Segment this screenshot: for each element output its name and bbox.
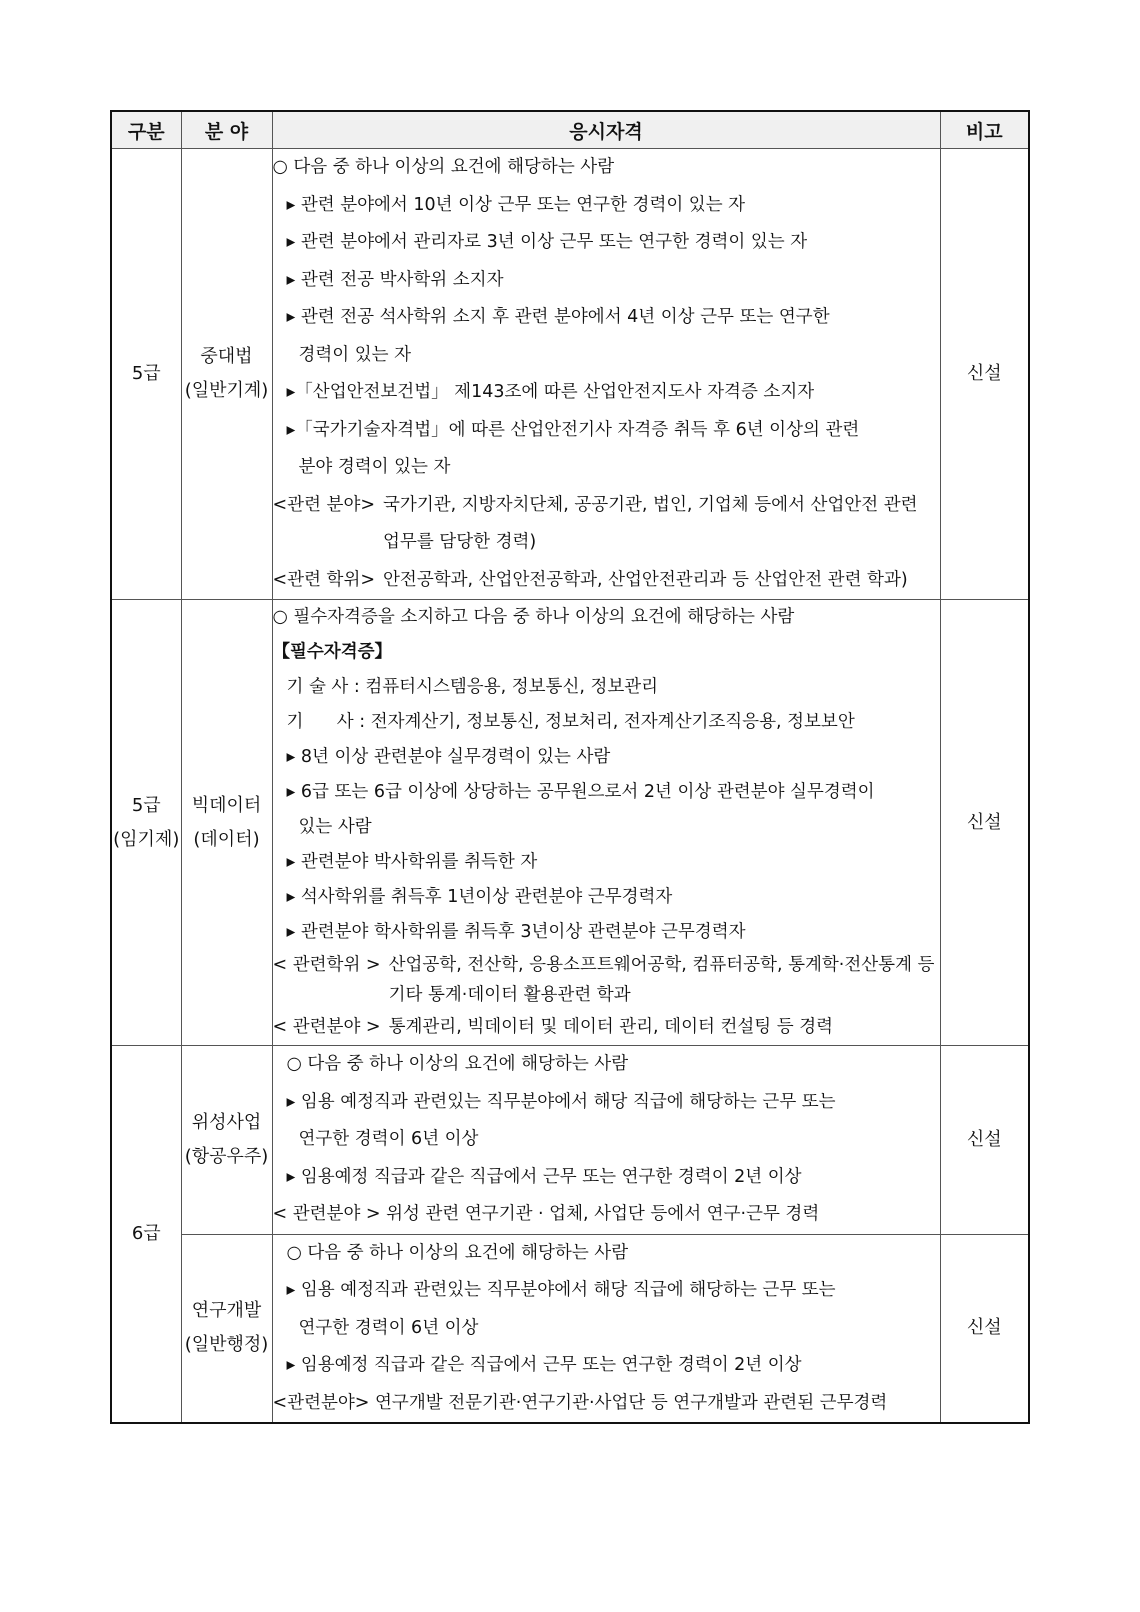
- header-note: 비고: [940, 111, 1029, 149]
- requirement-intro: ○ 다음 중 하나 이상의 요건에 해당하는 사람: [286, 1054, 629, 1074]
- requirement-intro: ○ 다음 중 하나 이상의 요건에 해당하는 사람: [286, 1242, 629, 1263]
- note-cell: 신설: [940, 149, 1029, 600]
- note-cell: 신설: [940, 600, 1029, 1046]
- related-field: < 관련분야 > 위성 관련 연구기관 · 업체, 사업단 등에서 연구·근무 경력: [272, 1204, 820, 1224]
- field-category: (일반행정): [184, 1334, 269, 1356]
- requirement-item: ▸「산업안전보건법」 제143조에 따른 산업안전지도사 자격증 소지자: [286, 382, 815, 402]
- header-qualification: 응시자격: [272, 111, 940, 149]
- qualification-cell: [272, 1234, 940, 1423]
- requirement-item: ▸ 석사학위를 취득후 1년이상 관련분야 근무경력자: [286, 887, 673, 907]
- field-name: 위성사업: [191, 1111, 262, 1133]
- qualification-table: [110, 110, 1030, 1424]
- related-field-label: < 관련분야 >: [272, 1017, 381, 1037]
- table-row: [111, 1046, 1029, 1235]
- header-grade: 구분: [111, 111, 181, 149]
- table-row: [111, 1234, 1029, 1423]
- cert-line: 기 사 : 전자계산기, 정보통신, 정보처리, 전자계산기조직응용, 정보보안: [286, 712, 855, 732]
- field-name: 빅데이터: [191, 794, 262, 816]
- qualification-cell: [272, 149, 940, 600]
- header-row: [111, 111, 1029, 149]
- requirement-item: ▸ 관련 전공 석사학위 소지 후 관련 분야에서 4년 이상 근무 또는 연구한: [286, 307, 830, 327]
- requirement-item: ▸ 관련분야 박사학위를 취득한 자: [286, 852, 538, 872]
- requirement-item: ▸ 관련분야 학사학위를 취득후 3년이상 관련분야 근무경력자: [286, 922, 746, 942]
- qualification-cell: [272, 1046, 940, 1235]
- requirement-item: ▸ 관련 전공 박사학위 소지자: [286, 269, 504, 290]
- related-degree: [273, 562, 940, 600]
- related-field-text: 국가기관, 지방자치단체, 공공기관, 법인, 기업체 등에서 산업안전 관련 업무를 담당한 경력): [383, 494, 918, 552]
- header-field: 분 야: [181, 111, 272, 149]
- note-cell: 신설: [940, 1046, 1029, 1235]
- cert-line: 기 술 사 : 컴퓨터시스템응용, 정보통신, 정보관리: [286, 677, 659, 697]
- related-degree-label: <관련 학위>: [272, 569, 376, 590]
- related-field-text: 통계관리, 빅데이터 및 데이터 관리, 데이터 컨설팅 등 경력: [388, 1017, 834, 1037]
- qualification-cell: [272, 600, 940, 1046]
- field-name: 중대법: [200, 346, 253, 367]
- field-category: (데이터): [193, 828, 260, 850]
- table-row: [111, 149, 1029, 600]
- requirement-item: ▸「국가기술자격법」에 따른 산업안전기사 자격증 취득 후 6년 이상의 관련: [286, 419, 860, 440]
- related-field: [273, 1010, 940, 1045]
- requirement-intro: ○ 필수자격증을 소지하고 다음 중 하나 이상의 요건에 해당하는 사람: [272, 607, 795, 627]
- field-cell: [181, 1234, 272, 1423]
- related-degree-text: 안전공학과, 산업안전공학과, 산업안전관리과 등 산업안전 관련 학과): [383, 569, 908, 590]
- requirement-item: ▸ 임용 예정직과 관련있는 직무분야에서 해당 직급에 해당하는 근무 또는: [286, 1091, 836, 1112]
- field-name: 연구개발: [191, 1300, 262, 1322]
- cert-heading: 【필수자격증】: [272, 642, 393, 662]
- related-degree: [273, 950, 940, 1010]
- field-category: (항공우주): [184, 1145, 269, 1167]
- grade-cell: 5급: [111, 149, 181, 600]
- requirement-intro: ○ 다음 중 하나 이상의 요건에 해당하는 사람: [272, 157, 615, 177]
- related-degree-text: 산업공학, 전산학, 응용소프트웨어공학, 컴퓨터공학, 통계학·전산통계 등 기타 통계·데이터 활용관련 학과: [388, 955, 935, 1005]
- requirement-item: ▸ 6급 또는 6급 이상에 상당하는 공무원으로서 2년 이상 관련분야 실무경력이: [286, 782, 875, 802]
- requirement-item: ▸ 임용예정 직급과 같은 직급에서 근무 또는 연구한 경력이 2년 이상: [286, 1355, 802, 1375]
- related-field-label: <관련 분야>: [272, 494, 376, 515]
- field-cell: [181, 1046, 272, 1235]
- requirement-item: ▸ 임용 예정직과 관련있는 직무분야에서 해당 직급에 해당하는 근무 또는: [286, 1280, 836, 1300]
- requirement-item: ▸ 관련 분야에서 10년 이상 근무 또는 연구한 경력이 있는 자: [286, 194, 746, 215]
- field-category: (일반기계): [184, 380, 269, 401]
- grade-cell: 6급: [111, 1046, 181, 1424]
- field-cell: [181, 149, 272, 600]
- note-cell: 신설: [940, 1234, 1029, 1423]
- requirement-item-cont: 분야 경력이 있는 자: [298, 457, 451, 477]
- table-row: [111, 600, 1029, 1046]
- related-field: <관련분야> 연구개발 전문기관·연구기관·사업단 등 연구개발과 관련된 근무경력: [272, 1392, 888, 1413]
- grade-cell: 5급 (임기제): [111, 600, 181, 1046]
- requirement-item-cont: 연구한 경력이 6년 이상: [298, 1317, 479, 1338]
- requirement-item: ▸ 관련 분야에서 관리자로 3년 이상 근무 또는 연구한 경력이 있는 자: [286, 232, 808, 252]
- related-degree-label: < 관련학위 >: [272, 955, 381, 975]
- requirement-item-cont: 연구한 경력이 6년 이상: [298, 1129, 479, 1149]
- requirement-item: ▸ 8년 이상 관련분야 실무경력이 있는 사람: [286, 747, 611, 767]
- requirement-item: ▸ 임용예정 직급과 같은 직급에서 근무 또는 연구한 경력이 2년 이상: [286, 1166, 802, 1187]
- field-cell: [181, 600, 272, 1046]
- requirement-item-cont: 있는 사람: [298, 817, 372, 837]
- related-field: [273, 487, 940, 562]
- requirement-item-cont: 경력이 있는 자: [298, 344, 412, 365]
